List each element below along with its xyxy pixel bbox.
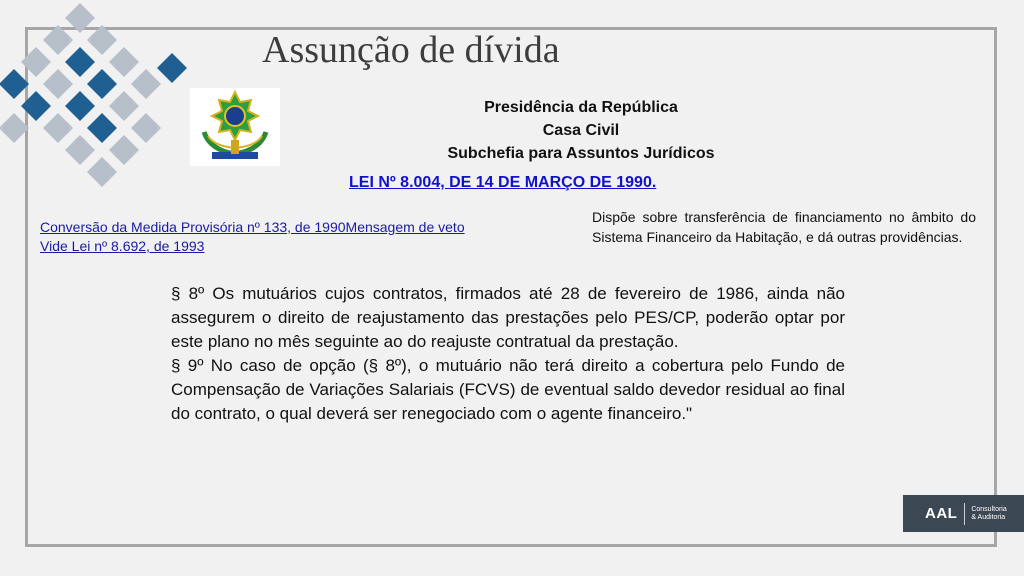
diamond-tile <box>109 135 139 165</box>
veto-message-link[interactable]: Mensagem de veto <box>345 219 465 235</box>
logo-subtitle: Consultoria & Auditoria <box>971 505 1007 521</box>
gov-header <box>416 96 746 165</box>
conversion-link[interactable]: Conversão da Medida Provisória nº 133, de 1990 <box>40 219 346 235</box>
diamond-tile <box>109 47 139 77</box>
paragraph-8: § 8º Os mutuários cujos contratos, firmados até 28 de fevereiro de 1986, ainda não assegurem o direito de reajustamento das prestações pelo PES/CP, poderão optar por este plano no mês seguinte ao do reajuste contratual da prestação. <box>171 284 845 351</box>
diamond-tile <box>131 113 161 143</box>
diamond-tile <box>43 25 73 55</box>
diamond-tile <box>87 69 117 99</box>
gov-presidency: Presidência da República <box>484 99 678 116</box>
logo-name: AAL <box>925 505 958 522</box>
diamond-tile <box>87 157 117 187</box>
diamond-tile <box>0 69 29 99</box>
diamond-tile <box>109 91 139 121</box>
diamond-tile <box>87 25 117 55</box>
gov-civil-house: Casa Civil <box>542 122 620 139</box>
paragraph-9: § 9º No caso de opção (§ 8º), o mutuário não terá direito a cobertura pelo Fundo de Compensação de Variações Salariais (FCVS) de eventual saldo devedor residual ao final do contrato, o qual deverá ser renegociado com o agente financeiro." <box>171 356 845 423</box>
diamond-tile <box>65 135 95 165</box>
diamond-tile <box>43 113 73 143</box>
diamond-tile <box>0 113 29 143</box>
law-title-link[interactable]: LEI Nº 8.004, DE 14 DE MARÇO DE 1990. <box>349 174 657 191</box>
gov-subchefia: Subchefia para Assuntos Jurídicos <box>447 145 715 162</box>
related-links <box>40 218 465 256</box>
company-logo <box>903 495 1024 532</box>
diamond-tile <box>87 113 117 143</box>
law-excerpt <box>171 282 845 426</box>
diamond-tile <box>157 53 187 83</box>
diamond-tile <box>65 91 95 121</box>
brazil-coat-of-arms-icon <box>190 88 280 166</box>
logo-divider <box>964 503 965 525</box>
diamond-tile <box>131 69 161 99</box>
diamond-tile <box>21 91 51 121</box>
slide-title: Assunção de dívida <box>262 29 560 71</box>
diamond-tile <box>65 3 95 33</box>
see-law-link[interactable]: Vide Lei nº 8.692, de 1993 <box>40 238 205 254</box>
law-summary: Dispõe sobre transferência de financiamento no âmbito do Sistema Financeiro da Habitação, e dá outras providências. <box>592 209 976 245</box>
diamond-tile <box>21 47 51 77</box>
diamond-tile <box>43 69 73 99</box>
diamond-tile <box>65 47 95 77</box>
diamond-grid-icon <box>0 0 190 190</box>
